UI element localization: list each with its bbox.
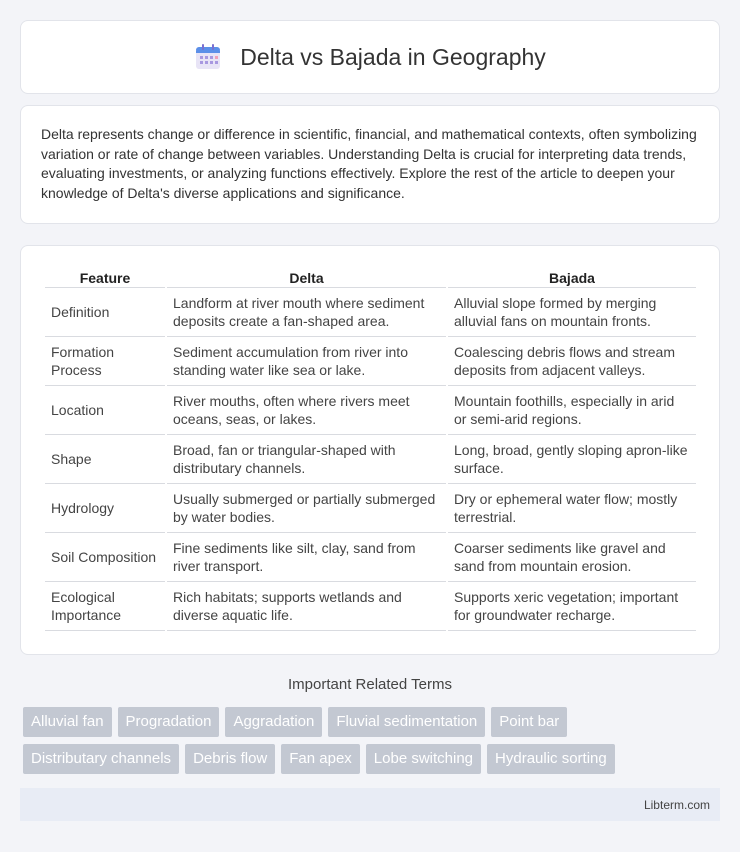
page-title: Delta vs Bajada in Geography xyxy=(240,43,546,70)
header-delta: Delta xyxy=(167,264,446,288)
tag-hydraulic-sorting[interactable]: Hydraulic sorting xyxy=(487,744,615,774)
feature-cell: Shape xyxy=(45,435,165,484)
tag-fluvial-sedimentation[interactable]: Fluvial sedimentation xyxy=(328,707,485,737)
intro-card xyxy=(20,105,720,224)
tag-aggradation[interactable]: Aggradation xyxy=(225,707,322,737)
intro-text: Delta represents change or difference in scientific, financial, and mathematical contexts, often symbolizing variation or rate of change between variables. Understanding Delta is crucial for interpreting data trends, evaluating investments, or analyzing functions effectively. Explore the rest of the article to deepen your knowledge of Delta's diverse applications and significance. xyxy=(41,126,697,201)
tag-lobe-switching[interactable]: Lobe switching xyxy=(366,744,481,774)
tag-distributary-channels[interactable]: Distributary channels xyxy=(23,744,179,774)
related-terms-title: Important Related Terms xyxy=(288,676,452,693)
delta-cell: Fine sediments like silt, clay, sand from river transport. xyxy=(167,533,446,582)
feature-cell: Definition xyxy=(45,288,165,337)
feature-cell: Soil Composition xyxy=(45,533,165,582)
table-row xyxy=(45,582,696,631)
feature-cell: Ecological Importance xyxy=(45,582,165,631)
table-row xyxy=(45,337,696,386)
bajada-cell: Mountain foothills, especially in arid or semi-arid regions. xyxy=(448,386,696,435)
bajada-cell: Coalescing debris flows and stream deposits from adjacent valleys. xyxy=(448,337,696,386)
delta-cell: Landform at river mouth where sediment deposits create a fan-shaped area. xyxy=(167,288,446,337)
bajada-cell: Long, broad, gently sloping apron-like surface. xyxy=(448,435,696,484)
footer-link[interactable]: Libterm.com xyxy=(643,797,710,812)
delta-cell: Rich habitats; supports wetlands and diverse aquatic life. xyxy=(167,582,446,631)
bajada-cell: Coarser sediments like gravel and sand from mountain erosion. xyxy=(448,533,696,582)
tag-fan-apex[interactable]: Fan apex xyxy=(281,744,360,774)
table-row xyxy=(45,533,696,582)
table-row xyxy=(45,435,696,484)
table-row xyxy=(45,484,696,533)
bajada-cell: Dry or ephemeral water flow; mostly terrestrial. xyxy=(448,484,696,533)
tag-point-bar[interactable]: Point bar xyxy=(491,707,567,737)
header-bajada: Bajada xyxy=(448,264,696,288)
header-feature: Feature xyxy=(45,264,165,288)
bajada-cell: Supports xeric vegetation; important for groundwater recharge. xyxy=(448,582,696,631)
tag-progradation[interactable]: Progradation xyxy=(118,707,220,737)
comparison-table xyxy=(43,264,698,631)
feature-cell: Location xyxy=(45,386,165,435)
tag-debris-flow[interactable]: Debris flow xyxy=(185,744,275,774)
related-terms-tags xyxy=(23,707,723,781)
comparison-table-card xyxy=(20,245,720,655)
table-row xyxy=(45,288,696,337)
bajada-cell: Alluvial slope formed by merging alluvial fans on mountain fronts. xyxy=(448,288,696,337)
delta-cell: Sediment accumulation from river into standing water like sea or lake. xyxy=(167,337,446,386)
tag-alluvial-fan[interactable]: Alluvial fan xyxy=(23,707,112,737)
header-card xyxy=(20,20,720,94)
table-row xyxy=(45,386,696,435)
feature-cell: Formation Process xyxy=(45,337,165,386)
delta-cell: River mouths, often where rivers meet oceans, seas, or lakes. xyxy=(167,386,446,435)
delta-cell: Usually submerged or partially submerged by water bodies. xyxy=(167,484,446,533)
delta-cell: Broad, fan or triangular-shaped with distributary channels. xyxy=(167,435,446,484)
footer xyxy=(20,788,720,821)
feature-cell: Hydrology xyxy=(45,484,165,533)
calendar-icon xyxy=(194,43,222,71)
